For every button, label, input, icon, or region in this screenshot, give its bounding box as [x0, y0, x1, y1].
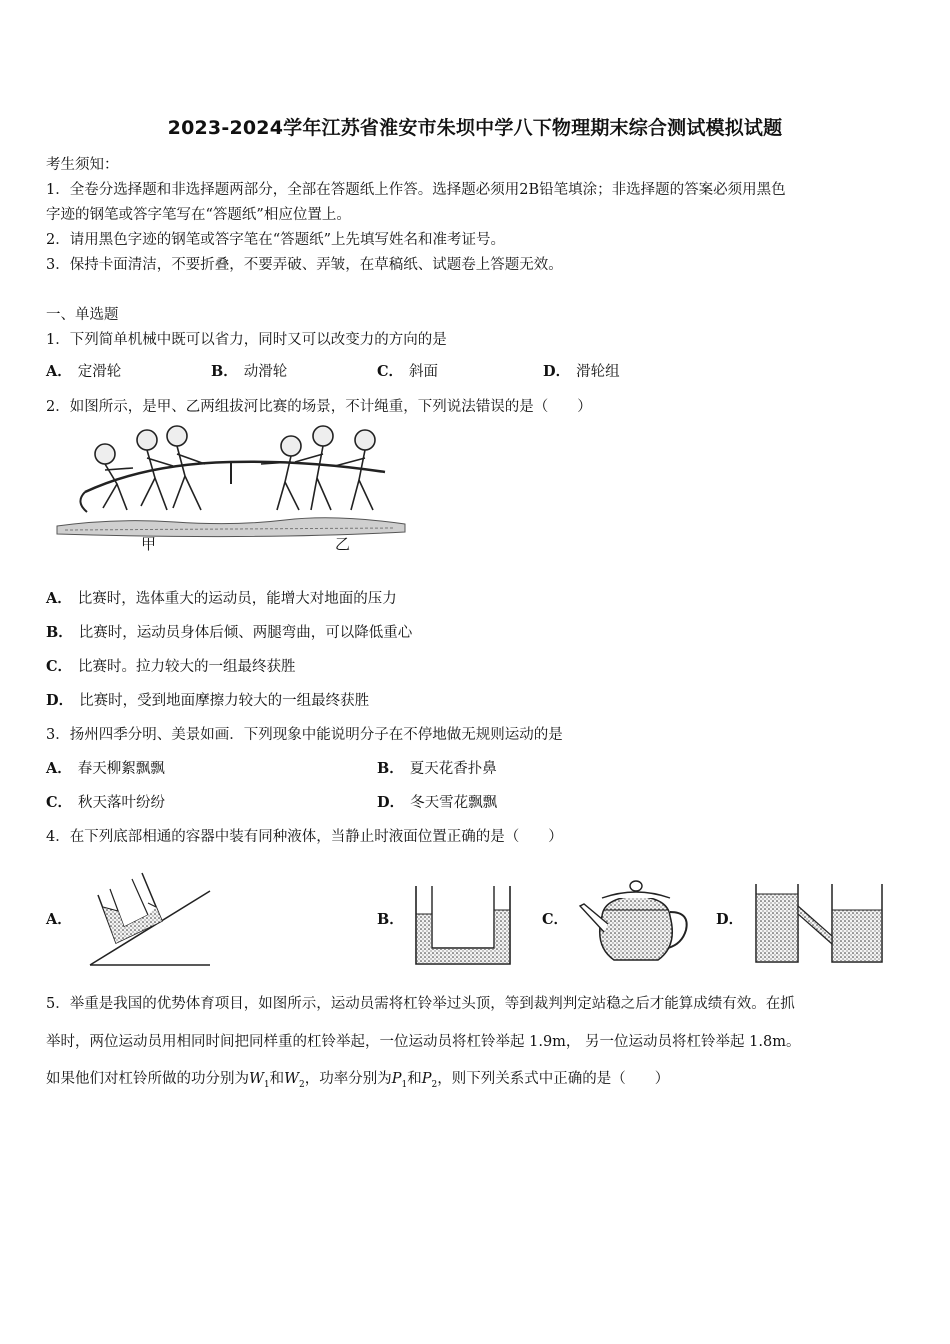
teapot-figure	[574, 876, 694, 972]
option-letter: B．	[211, 363, 238, 380]
q5-line-3	[46, 1067, 669, 1090]
work-symbol-1: W	[249, 1071, 264, 1087]
option-text: 春天柳絮飘飘	[77, 761, 165, 777]
q5-text: ，功率分别为	[304, 1071, 392, 1087]
option-letter: B．	[377, 760, 404, 777]
q5-line-2: 举时，两位运动员用相同时间把同样重的杠铃举起，一位运动员将杠铃举起 1.9m， 另一位运动员将杠铃举起 1.8m。	[46, 1034, 801, 1050]
q1-option-a[interactable]	[46, 360, 121, 381]
option-letter: A．	[46, 911, 72, 928]
option-text: 冬天雪花飘飘	[410, 795, 498, 811]
q1-option-b[interactable]	[211, 360, 287, 381]
figure-label-right: 乙	[335, 535, 351, 553]
notice-heading: 考生须知：	[46, 157, 119, 173]
q2-stem: 2．如图所示，是甲、乙两组拔河比赛的场景，不计绳重，下列说法错误的是（ ）	[46, 399, 592, 415]
q2-option-d[interactable]	[46, 689, 369, 710]
option-letter: C．	[377, 363, 404, 380]
option-letter: A．	[46, 760, 72, 777]
option-letter: C．	[542, 911, 569, 928]
q5-text: 如果他们对杠铃所做的功分别为	[46, 1071, 249, 1087]
conjunction: 和	[407, 1071, 422, 1087]
option-text: 秋天落叶纷纷	[78, 795, 166, 811]
option-text: 滑轮组	[576, 364, 620, 380]
q4-stem: 4．在下列底部相通的容器中装有同种液体，当静止时液面位置正确的是（ ）	[46, 829, 563, 845]
option-text: 夏天花香扑鼻	[409, 761, 497, 777]
q1-option-c[interactable]	[377, 360, 438, 381]
tilted-container-figure	[86, 865, 216, 967]
option-letter: B．	[46, 624, 73, 641]
notice-item-3: 3．保持卡面清洁，不要折叠，不要弄破、弄皱，在草稿纸、试题卷上答题无效。	[46, 257, 563, 273]
subscript-1: 1	[401, 1079, 408, 1090]
conjunction: 和	[269, 1071, 285, 1087]
q2-option-b[interactable]	[46, 621, 412, 642]
q2-option-c[interactable]	[46, 655, 296, 676]
option-text: 比赛时。拉力较大的一组最终获胜	[78, 659, 296, 675]
page-title: 2023-2024学年江苏省淮安市朱坝中学八下物理期末综合测试模拟试题	[167, 117, 783, 139]
option-text: 动滑轮	[243, 364, 288, 380]
option-letter: A．	[46, 590, 72, 607]
q4-option-c[interactable]	[542, 908, 574, 929]
option-letter: B．	[377, 911, 404, 928]
u-tube-figure	[412, 884, 516, 968]
q1-option-d[interactable]	[543, 360, 620, 381]
q3-option-b[interactable]	[377, 757, 497, 778]
q4-option-b[interactable]	[377, 908, 410, 929]
power-symbol-1: P	[391, 1071, 402, 1087]
q3-option-d[interactable]	[377, 791, 497, 812]
subscript-1: 1	[263, 1079, 270, 1090]
q4-option-d[interactable]	[716, 908, 749, 929]
q4-option-a[interactable]	[46, 908, 78, 929]
q1-stem: 1．下列简单机械中既可以省力，同时又可以改变力的方向的是	[46, 332, 447, 348]
q3-option-a[interactable]	[46, 757, 165, 778]
option-text: 定滑轮	[77, 364, 122, 380]
q2-option-a[interactable]	[46, 587, 397, 608]
power-symbol-2: P	[421, 1071, 432, 1087]
work-symbol-2: W	[284, 1071, 300, 1087]
tug-of-war-figure	[55, 422, 407, 554]
notice-item-2: 2．请用黑色字迹的钢笔或答字笔在“答题纸”上先填写姓名和准考证号。	[46, 232, 506, 248]
option-letter: D．	[543, 363, 571, 380]
q3-option-c[interactable]	[46, 791, 165, 812]
q5-text: ，则下列关系式中正确的是（ ）	[437, 1071, 670, 1087]
option-letter: D．	[46, 692, 74, 709]
option-text: 斜面	[409, 364, 439, 380]
option-letter: C．	[46, 658, 73, 675]
section-heading: 一、单选题	[46, 307, 119, 323]
option-text: 比赛时，受到地面摩擦力较大的一组最终获胜	[79, 693, 370, 709]
option-letter: D．	[716, 911, 744, 928]
option-letter: C．	[46, 794, 73, 811]
option-text: 比赛时，选体重大的运动员，能增大对地面的压力	[77, 591, 397, 607]
notice-item-1-cont: 字迹的钢笔或答字笔写在“答题纸”相应位置上。	[46, 207, 351, 223]
q3-stem: 3．扬州四季分明、美景如画．下列现象中能说明分子在不停地做无规则运动的是	[46, 727, 563, 743]
option-letter: D．	[377, 794, 405, 811]
notice-item-1: 1．全卷分选择题和非选择题两部分，全部在答题纸上作答。选择题必须用2B铅笔填涂；非选择题的答案必须用黑色	[46, 182, 786, 198]
subscript-2: 2	[431, 1079, 438, 1090]
q5-line-1: 5．举重是我国的优势体育项目，如图所示，运动员需将杠铃举过头顶，等到裁判判定站稳之后才能算成绩有效。在抓	[46, 996, 795, 1012]
subscript-2: 2	[299, 1079, 305, 1090]
option-letter: A．	[46, 363, 72, 380]
option-text: 比赛时，运动员身体后倾、两腿弯曲，可以降低重心	[78, 625, 413, 641]
connected-tanks-figure	[752, 880, 886, 966]
figure-label-left: 甲	[141, 535, 157, 553]
